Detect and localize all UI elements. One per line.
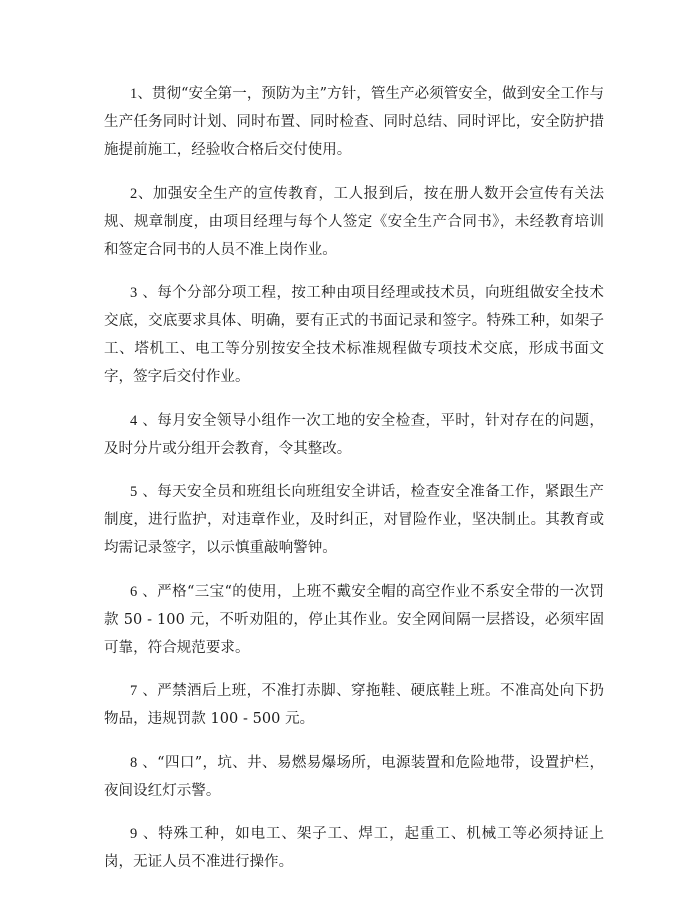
paragraph-2 xyxy=(104,180,604,264)
paragraph-text: 、严格“三宝“的使用，上班不戴安全帽的高空作业不系安全带的一次罚款 50 - 100 元，不听劝阻的，停止其作业。安全网间隔一层搭设，必须牢固可靠，符合规范要求。 xyxy=(104,583,604,656)
paragraph-number: 4 xyxy=(130,412,138,429)
paragraph-9 xyxy=(104,820,604,876)
paragraph-text: 、“四口”，坑、井、易燃易爆场所，电源装置和危险地带，设置护栏，夜间设红灯示警。 xyxy=(104,754,604,799)
paragraph-number: 3 xyxy=(130,285,138,301)
paragraph-1 xyxy=(104,80,604,164)
paragraph-6 xyxy=(104,578,604,662)
paragraph-text: 、特殊工种，如电工、架子工、焊工，起重工、机械工等必须持证上岗，无证人员不准进行操作。 xyxy=(104,826,604,870)
paragraph-number: 8 xyxy=(130,754,138,771)
paragraph-text: 、每个分部分项工程，按工种由项目经理或技术员，向班组做安全技术交底，交底要求具体、明确，要有正式的书面记录和签字。特殊工种，如架子工、塔机工、电工等分别按安全技术标准规程做专项技术交底，形成书面文字，签字后交付作业。 xyxy=(104,285,604,385)
paragraph-number: 1 xyxy=(130,86,138,102)
paragraph-number: 7 xyxy=(130,683,138,699)
paragraph-text: 、贯彻“安全第一，预防为主”方针，管生产必须管安全，做到安全工作与生产任务同时计划、同时布置、同时检查、同时总结、同时评比，安全防护措施提前施工，经验收合格后交付使用。 xyxy=(104,86,604,158)
paragraph-text: 、每月安全领导小组作一次工地的安全检查，平时，针对存在的问题，及时分片或分组开会教育，令其整改。 xyxy=(104,412,604,457)
paragraph-number: 2 xyxy=(130,185,138,202)
paragraph-8 xyxy=(104,749,604,805)
paragraph-number: 9 xyxy=(130,826,138,842)
paragraph-4 xyxy=(104,407,604,463)
paragraph-text: 、严禁酒后上班，不准打赤脚、穿拖鞋、硬底鞋上班。不准高处向下扔物品，违规罚款 100 - 500 元。 xyxy=(104,683,604,727)
document-body xyxy=(104,80,604,892)
paragraph-7 xyxy=(104,677,604,733)
paragraph-number: 5 xyxy=(130,484,138,500)
paragraph-number: 6 xyxy=(130,583,138,600)
paragraph-3 xyxy=(104,279,604,391)
paragraph-5 xyxy=(104,478,604,562)
paragraph-text: 、加强安全生产的宣传教育，工人报到后，按在册人数开会宣传有关法规、规章制度，由项目经理与每个人签定《安全生产合同书》，未经教育培训和签定合同书的人员不准上岗作业。 xyxy=(104,185,604,258)
paragraph-text: 、每天安全员和班组长向班组安全讲话，检查安全准备工作，紧跟生产制度，进行监护，对违章作业，及时纠正，对冒险作业，坚决制止。其教育或均需记录签字，以示慎重敲响警钟。 xyxy=(104,484,604,556)
